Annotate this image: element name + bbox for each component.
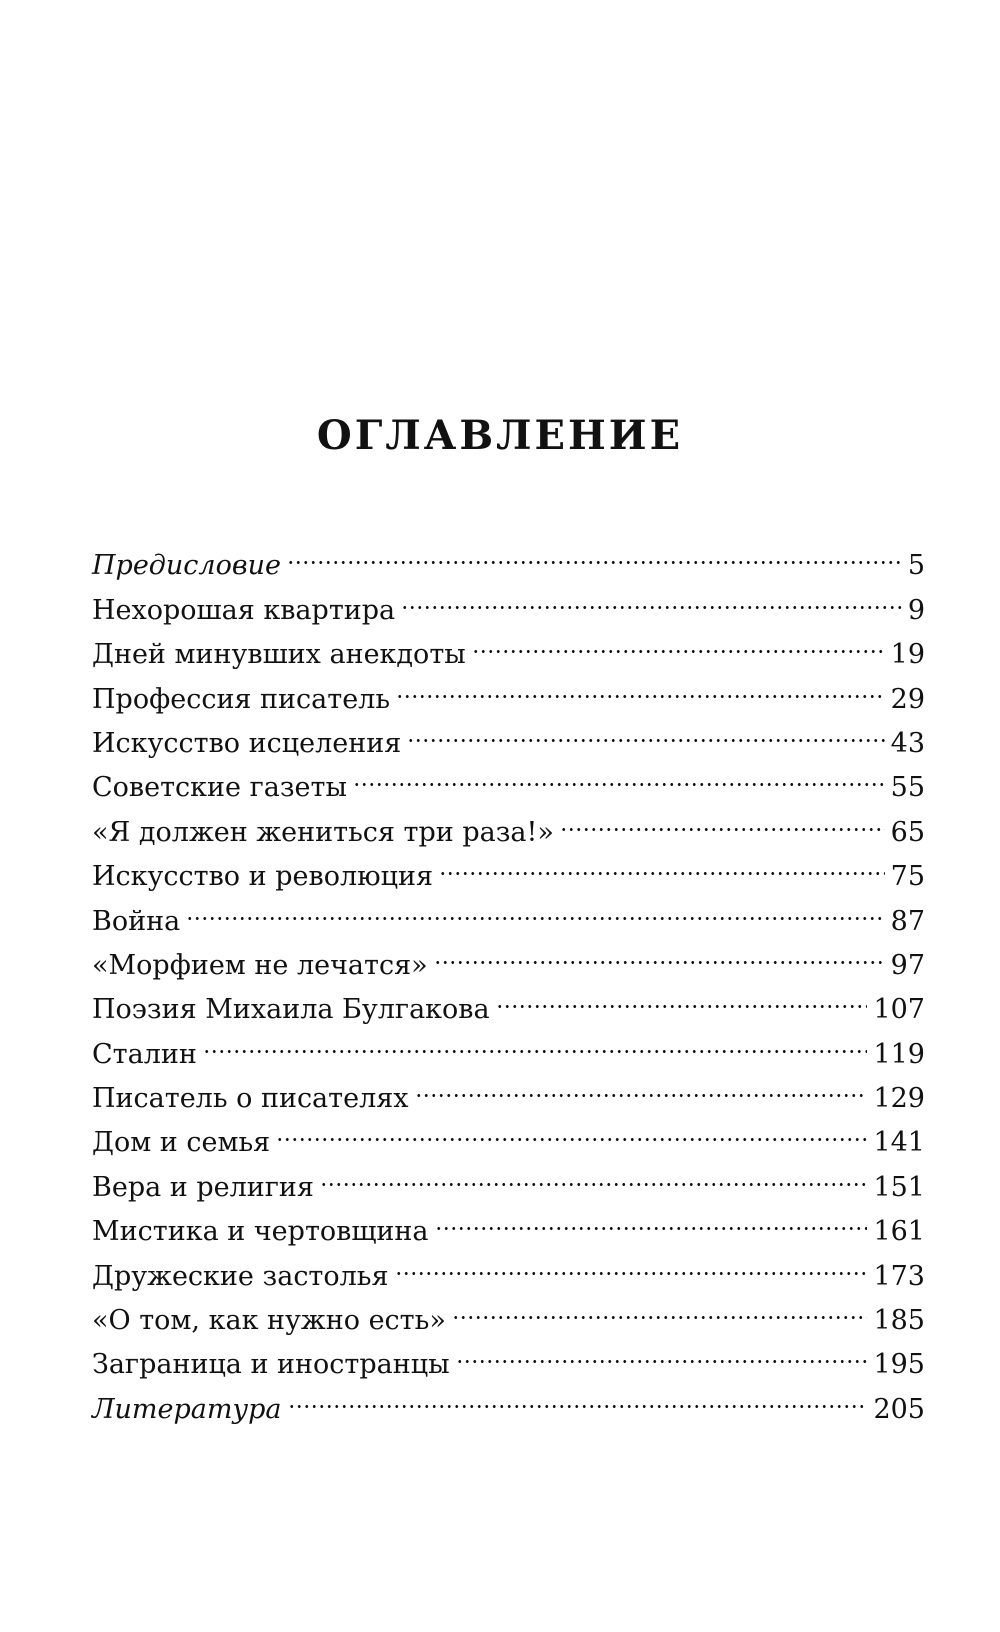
dot-leader <box>186 885 884 929</box>
entry-title: Профессия писатель <box>92 683 391 715</box>
entry-page-number: 173 <box>873 1260 925 1292</box>
dot-leader <box>395 1240 868 1284</box>
entry-page-number: 87 <box>890 905 925 937</box>
entry-page-number: 5 <box>907 550 925 582</box>
entry-page-number: 195 <box>873 1349 925 1381</box>
entry-title: Литература <box>92 1393 282 1425</box>
table-of-contents <box>92 530 925 1425</box>
entry-page-number: 65 <box>890 816 925 848</box>
toc-entry[interactable] <box>92 1018 925 1070</box>
dot-leader <box>456 1329 868 1373</box>
entry-page-number: 19 <box>890 639 925 671</box>
entry-page-number: 119 <box>873 1038 925 1070</box>
toc-entry[interactable] <box>92 530 925 582</box>
dot-leader <box>560 796 885 840</box>
entry-title: «Я должен жениться три раза!» <box>92 816 554 848</box>
dot-leader <box>396 663 885 707</box>
entry-title: «О том, как нужно есть» <box>92 1305 446 1337</box>
page-title: ОГЛАВЛЕНИЕ <box>316 412 684 459</box>
dot-leader <box>320 1151 868 1195</box>
entry-title: Вера и религия <box>92 1171 314 1203</box>
dot-leader <box>276 1107 867 1151</box>
dot-leader <box>287 530 902 574</box>
entry-title: Заграница и иностранцы <box>92 1349 450 1381</box>
entry-title: Дом и семья <box>92 1127 271 1159</box>
dot-leader <box>496 974 868 1018</box>
dot-leader <box>452 1285 868 1329</box>
dot-leader <box>288 1373 868 1417</box>
entry-title: «Морфием не лечатся» <box>92 949 428 981</box>
entry-page-number: 55 <box>890 772 925 804</box>
entry-page-number: 151 <box>873 1171 925 1203</box>
dot-leader <box>434 930 885 974</box>
entry-page-number: 141 <box>873 1127 925 1159</box>
dot-leader <box>439 841 885 885</box>
entry-page-number: 161 <box>873 1216 925 1248</box>
entry-title: Поэзия Михаила Булгакова <box>92 994 490 1026</box>
toc-entry[interactable] <box>92 885 925 937</box>
dot-leader <box>435 1196 868 1240</box>
entry-page-number: 97 <box>890 949 925 981</box>
entry-title: Сталин <box>92 1038 197 1070</box>
entry-title: Писатель о писателях <box>92 1083 409 1115</box>
dot-leader <box>407 708 884 752</box>
entry-title: Дней минувших анекдоты <box>92 639 466 671</box>
entry-title: Искусство и революция <box>92 861 433 893</box>
entry-page-number: 129 <box>873 1083 925 1115</box>
toc-entry[interactable] <box>92 1063 925 1115</box>
entry-page-number: 107 <box>873 994 925 1026</box>
entry-page-number: 205 <box>873 1393 925 1425</box>
entry-title: Советские газеты <box>92 772 347 804</box>
dot-leader <box>415 1063 868 1107</box>
entry-title: Нехорошая квартира <box>92 594 396 626</box>
dot-leader <box>353 752 885 796</box>
entry-title: Мистика и чертовщина <box>92 1216 429 1248</box>
toc-entry[interactable] <box>92 930 925 981</box>
entry-title: Искусство исцеления <box>92 727 402 759</box>
entry-title: Предисловие <box>92 550 281 582</box>
entry-page-number: 75 <box>890 861 925 893</box>
entry-page-number: 43 <box>890 727 925 759</box>
entry-title: Война <box>92 905 181 937</box>
entry-page-number: 29 <box>890 683 925 715</box>
dot-leader <box>203 1018 868 1062</box>
dot-leader <box>401 574 902 618</box>
entry-page-number: 9 <box>907 594 925 626</box>
dot-leader <box>472 619 885 663</box>
entry-page-number: 185 <box>873 1305 925 1337</box>
entry-title: Дружеские застолья <box>92 1260 389 1292</box>
